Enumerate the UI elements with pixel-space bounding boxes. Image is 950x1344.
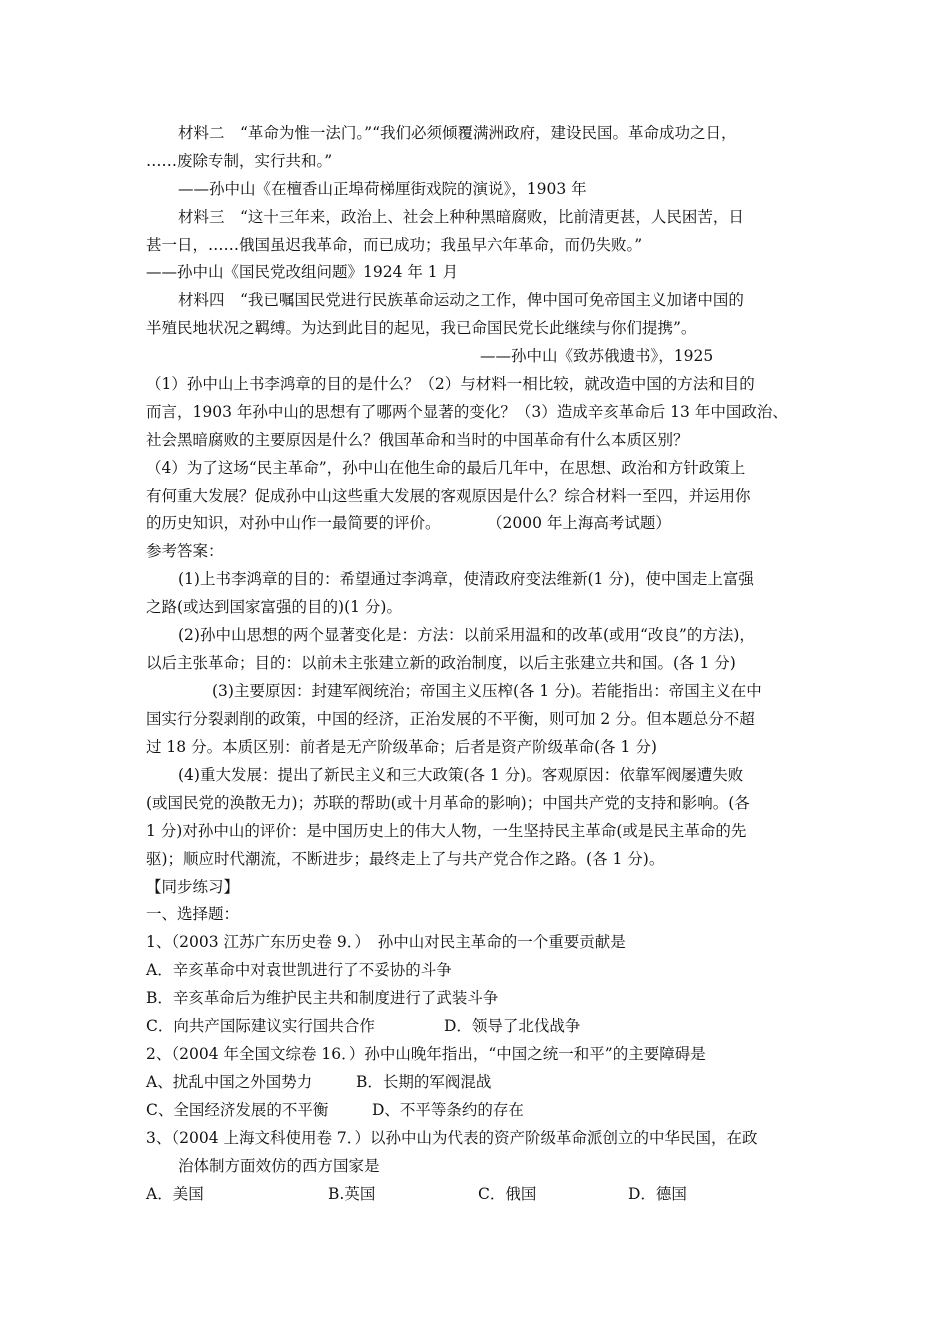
question-line: 的历史知识，对孙中山作一最简要的评价。 （2000 年上海高考试题）	[146, 514, 671, 532]
material-two-line: 材料二 “革命为惟一法门。”“我们必须倾覆满洲政府，建设民国。革命成功之日，	[178, 124, 737, 142]
question-1-stem: 1、（2003 江苏广东历史卷 9．） 孙中山对民主革命的一个重要贡献是	[146, 933, 626, 951]
material-four-line: 材料四 “我已嘱国民党进行民族革命运动之工作，俾中国可免帝国主义加诸中国的	[178, 291, 744, 309]
question-2-option-a: A、扰乱中国之外国势力	[146, 1073, 313, 1091]
question-2-option-d: D、不平等条约的存在	[372, 1101, 524, 1119]
question-1-option-d: D．领导了北伐战争	[444, 1017, 581, 1035]
question-3-stem: 治体制方面效仿的西方国家是	[178, 1157, 380, 1175]
material-two-source: ——孙中山《在檀香山正埠荷梯厘街戏院的演说》，1903 年	[178, 180, 587, 198]
answer-line: (2)孙中山思想的两个显著变化是：方法：以前采用温和的改革(或用“改良”的方法)，	[178, 626, 755, 644]
question-line: 而言，1903 年孙中山的思想有了哪两个显著的变化？（3）造成辛亥革命后 13 年中国政治、	[146, 403, 788, 421]
answer-line: 国实行分裂剥削的政策，中国的经济，正治发展的不平衡，则可加 2 分。但本题总分不超	[146, 710, 755, 728]
question-line: （1）孙中山上书李鸿章的目的是什么？（2）与材料一相比较，就改造中国的方法和目的	[146, 375, 755, 393]
question-2-stem: 2、（2004 年全国文综卷 16．）孙中山晚年指出，“中国之统一和平”的主要障碍是	[146, 1045, 706, 1063]
question-1-option-c: C．向共产国际建议实行国共合作	[146, 1017, 375, 1035]
answer-line: 以后主张革命；目的：以前未主张建立新的政治制度，以后主张建立共和国。(各 1 分)	[146, 654, 736, 672]
answer-line: 驱)；顺应时代潮流，不断进步；最终走上了与共产党合作之路。(各 1 分)。	[146, 850, 665, 868]
question-3-option-d: D．德国	[628, 1185, 687, 1203]
material-three-line: 甚一日，……俄国虽迟我革命，而已成功；我虽早六年革命，而仍失败。”	[146, 236, 643, 254]
answer-line: 过 18 分。本质区别：前者是无产阶级革命；后者是资产阶级革命(各 1 分)	[146, 738, 657, 756]
practice-heading: 【同步练习】	[146, 878, 240, 896]
answer-line: 之路(或达到国家富强的目的)(1 分)。	[146, 598, 402, 616]
material-two-line: ……废除专制，实行共和。”	[146, 152, 333, 170]
answer-line: (或国民党的涣散无力)；苏联的帮助(或十月革命的影响)；中国共产党的支持和影响。(各	[146, 794, 750, 812]
question-line: 社会黑暗腐败的主要原因是什么？俄国革命和当时的中国革命有什么本质区别？	[146, 431, 689, 449]
answer-line: (1)上书李鸿章的目的：希望通过李鸿章，使清政府变法维新(1 分)，使中国走上富强	[178, 570, 754, 588]
answer-line: (3)主要原因：封建军阀统治；帝国主义压榨(各 1 分)。若能指出：帝国主义在中	[212, 682, 762, 700]
question-1-option-b: B．辛亥革命后为维护民主共和制度进行了武装斗争	[146, 989, 499, 1007]
question-3-stem: 3、（2004 上海文科使用卷 7．）以孙中山为代表的资产阶级革命派创立的中华民国，在政	[146, 1129, 758, 1147]
answer-line: (4)重大发展：提出了新民主义和三大政策(各 1 分)。客观原因：依靠军阀屡遭失败	[178, 766, 744, 784]
material-four-line: 半殖民地状况之羁缚。为达到此目的起见，我已命国民党长此继续与你们提携”。	[146, 319, 697, 337]
question-line: （4）为了这场“民主革命”，孙中山在他生命的最后几年中，在思想、政治和方针政策上	[146, 459, 746, 477]
answer-line: 1 分)对孙中山的评价：是中国历史上的伟大人物，一生坚持民主革命(或是民主革命的先	[146, 822, 747, 840]
question-3-option-a: A．美国	[146, 1185, 204, 1203]
question-line: 有何重大发展？促成孙中山这些重大发展的客观原因是什么？综合材料一至四，并运用你	[146, 487, 751, 505]
question-1-option-a: A．辛亥革命中对袁世凯进行了不妥协的斗争	[146, 961, 452, 979]
question-3-option-c: C．俄国	[478, 1185, 537, 1203]
material-three-line: 材料三 “这十三年来，政治上、社会上种种黑暗腐败，比前清更甚，人民困苦，日	[178, 208, 744, 226]
material-three-source: ——孙中山《国民党改组问题》1924 年 1 月	[146, 263, 459, 281]
section-heading: 一、选择题：	[146, 905, 240, 923]
question-2-option-b: B．长期的军阀混战	[356, 1073, 492, 1091]
question-3-option-b: B.英国	[328, 1185, 376, 1203]
answer-heading: 参考答案：	[146, 542, 224, 560]
material-four-source: ——孙中山《致苏俄遗书》，1925	[480, 347, 714, 365]
question-2-option-c: C、全国经济发展的不平衡	[146, 1101, 329, 1119]
